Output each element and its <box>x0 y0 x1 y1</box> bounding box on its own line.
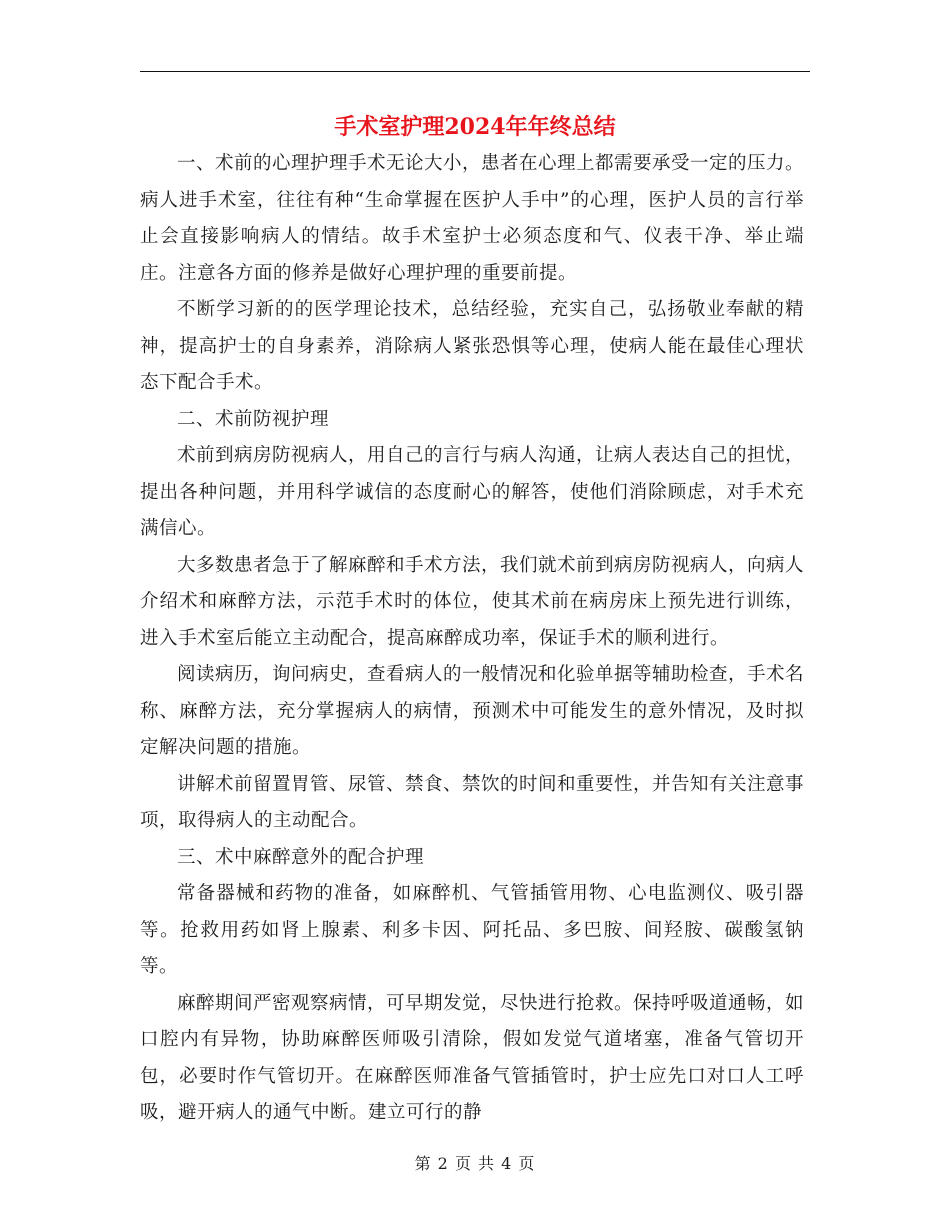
document-title: 手术室护理2024年年终总结 <box>334 114 616 140</box>
section-heading: 三、术中麻醉意外的配合护理 <box>177 846 425 868</box>
page-number: 第 2 页 共 4 页 <box>414 1154 536 1173</box>
paragraph: 阅读病历，询问病史，查看病人的一般情况和化验单据等辅助检查，手术名称、麻醉方法，充分掌握病人的病情，预测术中可能发生的意外情况，及时拟定解决问题的措施。 <box>140 664 805 758</box>
paragraph: 常备器械和药物的准备，如麻醉机、气管插管用物、心电监测仪、吸引器等。抢救用药如肾上腺素、利多卡因、阿托品、多巴胺、间羟胺、碳酸氢钠等。 <box>140 883 804 977</box>
paragraph: 讲解术前留置胃管、尿管、禁食、禁饮的时间和重要性，并告知有关注意事项，取得病人的主动配合。 <box>140 773 805 831</box>
paragraph: 麻醉期间严密观察病情，可早期发觉，尽快进行抢救。保持呼吸道通畅，如口腔内有异物，协助麻醉医师吸引清除，假如发觉气道堵塞，准备气管切开包，必要时作气管切开。在麻醉医师准备气管插管时，护士应先口对口人工呼吸，避开病人的通气中断。建立可行的静 <box>140 992 805 1123</box>
document-body <box>140 146 804 1132</box>
paragraph: 术前到病房防视病人，用自己的言行与病人沟通，让病人表达自己的担忧，提出各种问题，并用科学诚信的态度耐心的解答，使他们消除顾虑，对手术充满信心。 <box>140 445 805 539</box>
section-heading: 二、术前防视护理 <box>177 408 330 430</box>
paragraph: 一、术前的心理护理手术无论大小，患者在心理上都需要承受一定的压力。病人进手术室，往往有种“生命掌握在医护人手中”的心理，医护人员的言行举止会直接影响病人的情结。故手术室护士必须态度和气、仪表干净、举止端庄。注意各方面的修养是做好心理护理的重要前提。 <box>140 153 805 284</box>
paragraph: 不断学习新的的医学理论技术，总结经验，充实自己，弘扬敬业奉献的精神，提高护士的自身素养，消除病人紧张恐惧等心理，使病人能在最佳心理状态下配合手术。 <box>140 299 804 393</box>
header-rule <box>140 71 810 72</box>
paragraph: 大多数患者急于了解麻醉和手术方法，我们就术前到病房防视病人，向病人介绍术和麻醉方法，示范手术时的体位，使其术前在病房床上预先进行训练，进入手术室后能立主动配合，提高麻醉成功率，保证手术的顺利进行。 <box>140 554 805 649</box>
